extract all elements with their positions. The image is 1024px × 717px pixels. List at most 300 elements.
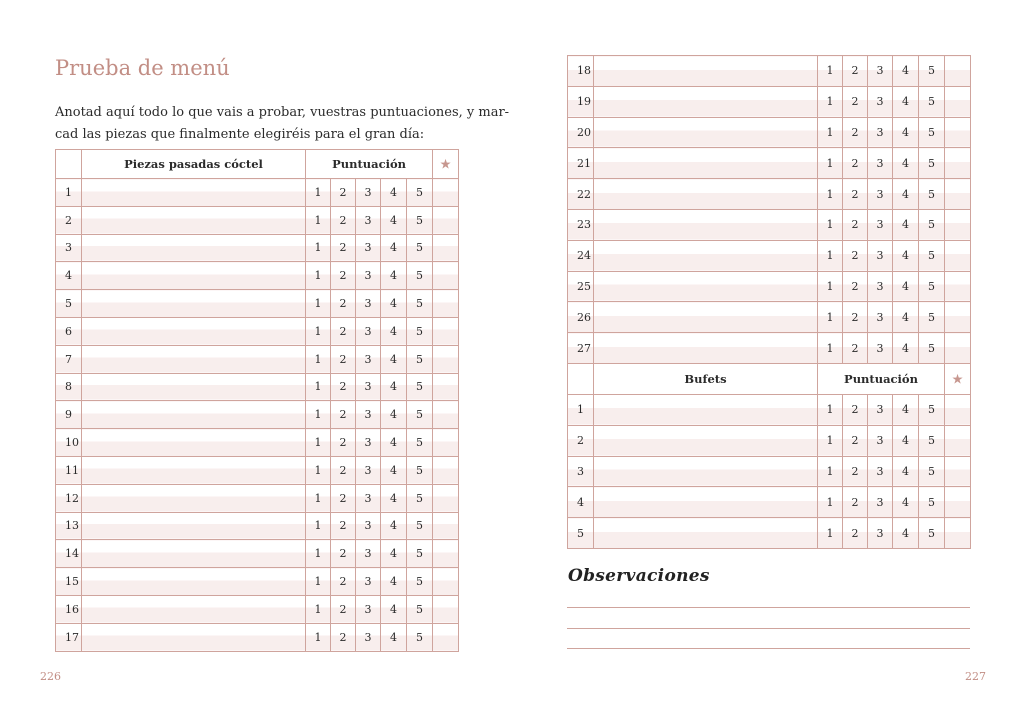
table-row [56, 595, 459, 623]
favorite-cell[interactable] [945, 518, 971, 549]
score-option[interactable]: 5 [407, 595, 433, 623]
score-option[interactable]: 4 [381, 429, 407, 457]
score-option[interactable]: 5 [407, 345, 433, 373]
score-option[interactable]: 4 [893, 394, 919, 425]
score-option[interactable]: 1 [818, 425, 843, 456]
score-option[interactable]: 3 [356, 345, 381, 373]
table-row [568, 394, 971, 425]
score-option[interactable]: 5 [919, 456, 945, 487]
score-option[interactable]: 1 [306, 429, 331, 457]
score-option[interactable]: 5 [407, 262, 433, 290]
notes-line [567, 607, 970, 608]
score-option[interactable]: 3 [868, 86, 893, 117]
table-row [568, 179, 971, 210]
score-option[interactable]: 2 [331, 540, 356, 568]
favorite-cell[interactable] [433, 317, 459, 345]
score-option[interactable]: 2 [331, 262, 356, 290]
favorite-cell[interactable] [433, 345, 459, 373]
item-entry-cell[interactable] [594, 56, 818, 87]
favorite-cell[interactable] [433, 373, 459, 401]
score-option[interactable]: 5 [919, 518, 945, 549]
item-entry-cell[interactable] [82, 401, 306, 429]
score-option[interactable]: 2 [331, 429, 356, 457]
favorite-cell[interactable] [945, 209, 971, 240]
score-option[interactable]: 4 [893, 271, 919, 302]
table-row [56, 262, 459, 290]
item-entry-cell[interactable] [82, 540, 306, 568]
score-option[interactable]: 4 [893, 86, 919, 117]
row-number: 17 [56, 623, 82, 651]
table-row [56, 429, 459, 457]
table-row [56, 456, 459, 484]
notes-line [567, 628, 970, 629]
score-option[interactable]: 2 [843, 240, 868, 271]
favorite-cell[interactable] [945, 302, 971, 333]
item-entry-cell[interactable] [82, 234, 306, 262]
score-option[interactable]: 4 [381, 345, 407, 373]
score-option[interactable]: 2 [843, 425, 868, 456]
row-number: 2 [568, 425, 594, 456]
item-entry-cell[interactable] [594, 487, 818, 518]
score-option[interactable]: 5 [407, 179, 433, 207]
item-entry-cell[interactable] [594, 148, 818, 179]
score-option[interactable]: 5 [919, 148, 945, 179]
score-option[interactable]: 2 [331, 623, 356, 651]
row-number: 20 [568, 117, 594, 148]
row-number: 8 [56, 373, 82, 401]
score-option[interactable]: 2 [843, 518, 868, 549]
score-option[interactable]: 5 [919, 117, 945, 148]
table-row [56, 568, 459, 596]
row-number: 6 [56, 317, 82, 345]
score-option[interactable]: 3 [356, 373, 381, 401]
score-option[interactable]: 3 [356, 540, 381, 568]
table-row [56, 484, 459, 512]
favorite-cell[interactable] [433, 290, 459, 318]
score-option[interactable]: 1 [306, 206, 331, 234]
score-option[interactable]: 5 [407, 401, 433, 429]
score-option[interactable]: 3 [356, 290, 381, 318]
row-number: 2 [56, 206, 82, 234]
score-option[interactable]: 4 [893, 302, 919, 333]
score-option[interactable]: 1 [306, 484, 331, 512]
table-row [568, 425, 971, 456]
score-option[interactable]: 5 [407, 373, 433, 401]
row-number: 12 [56, 484, 82, 512]
score-option[interactable]: 2 [843, 487, 868, 518]
score-option[interactable]: 5 [919, 240, 945, 271]
score-option[interactable]: 1 [818, 333, 843, 364]
table-row [568, 117, 971, 148]
score-option[interactable]: 1 [306, 317, 331, 345]
score-option[interactable]: 5 [407, 206, 433, 234]
score-option[interactable]: 1 [818, 56, 843, 87]
score-option[interactable]: 1 [306, 540, 331, 568]
favorite-cell[interactable] [945, 148, 971, 179]
score-option[interactable]: 2 [843, 302, 868, 333]
score-option[interactable]: 5 [919, 271, 945, 302]
score-option[interactable]: 4 [381, 234, 407, 262]
score-option[interactable]: 5 [407, 540, 433, 568]
item-entry-cell[interactable] [82, 179, 306, 207]
score-option[interactable]: 4 [381, 456, 407, 484]
score-option[interactable]: 5 [407, 568, 433, 596]
score-option[interactable]: 2 [331, 373, 356, 401]
table-row [56, 206, 459, 234]
row-number: 24 [568, 240, 594, 271]
score-option[interactable]: 3 [356, 401, 381, 429]
score-option[interactable]: 4 [381, 512, 407, 540]
score-option[interactable]: 5 [919, 487, 945, 518]
row-number: 10 [56, 429, 82, 457]
score-option[interactable]: 2 [843, 271, 868, 302]
item-entry-cell[interactable] [82, 373, 306, 401]
score-option[interactable]: 1 [818, 117, 843, 148]
score-option[interactable]: 1 [818, 179, 843, 210]
score-option[interactable]: 3 [356, 623, 381, 651]
favorite-cell[interactable] [945, 56, 971, 87]
score-option[interactable]: 4 [381, 568, 407, 596]
score-option[interactable]: 2 [843, 333, 868, 364]
favorite-cell[interactable] [945, 86, 971, 117]
table-row [56, 401, 459, 429]
score-option[interactable]: 3 [356, 429, 381, 457]
favorite-cell[interactable] [433, 206, 459, 234]
score-option[interactable]: 3 [868, 302, 893, 333]
score-option[interactable]: 2 [331, 290, 356, 318]
row-number: 3 [56, 234, 82, 262]
score-option[interactable]: 4 [381, 179, 407, 207]
score-option[interactable]: 1 [306, 262, 331, 290]
favorite-cell[interactable] [433, 179, 459, 207]
score-option[interactable]: 5 [919, 302, 945, 333]
score-option[interactable]: 1 [306, 623, 331, 651]
score-option[interactable]: 5 [407, 623, 433, 651]
favorite-cell[interactable] [433, 568, 459, 596]
row-number: 11 [56, 456, 82, 484]
score-option[interactable]: 1 [306, 401, 331, 429]
score-header: Puntuación [306, 150, 433, 179]
table-row [56, 345, 459, 373]
favorite-cell[interactable] [945, 456, 971, 487]
item-entry-cell[interactable] [594, 456, 818, 487]
favorite-cell[interactable] [433, 262, 459, 290]
row-number: 3 [568, 456, 594, 487]
table-row [568, 456, 971, 487]
score-option[interactable]: 3 [356, 568, 381, 596]
row-number: 22 [568, 179, 594, 210]
score-option[interactable]: 3 [868, 148, 893, 179]
item-entry-cell[interactable] [594, 302, 818, 333]
number-header [56, 150, 82, 179]
score-option[interactable]: 3 [356, 484, 381, 512]
score-option[interactable]: 3 [868, 394, 893, 425]
score-option[interactable]: 4 [893, 117, 919, 148]
score-option[interactable]: 4 [893, 56, 919, 87]
score-option[interactable]: 1 [306, 595, 331, 623]
row-number: 9 [56, 401, 82, 429]
score-option[interactable]: 3 [356, 206, 381, 234]
item-entry-cell[interactable] [594, 425, 818, 456]
score-option[interactable]: 2 [331, 512, 356, 540]
score-option[interactable]: 1 [818, 86, 843, 117]
score-option[interactable]: 1 [818, 394, 843, 425]
score-option[interactable]: 1 [306, 373, 331, 401]
table-row [56, 234, 459, 262]
favorite-cell[interactable] [945, 487, 971, 518]
score-option[interactable]: 4 [381, 401, 407, 429]
score-option[interactable]: 3 [356, 179, 381, 207]
favorite-cell[interactable] [945, 333, 971, 364]
score-option[interactable]: 3 [356, 234, 381, 262]
score-option[interactable]: 2 [843, 86, 868, 117]
score-option[interactable]: 3 [356, 595, 381, 623]
item-entry-cell[interactable] [82, 290, 306, 318]
item-entry-cell[interactable] [82, 206, 306, 234]
score-option[interactable]: 3 [356, 512, 381, 540]
star-icon: ★ [433, 150, 459, 179]
score-option[interactable]: 2 [843, 117, 868, 148]
score-option[interactable]: 3 [868, 240, 893, 271]
score-option[interactable]: 1 [306, 456, 331, 484]
item-entry-cell[interactable] [82, 512, 306, 540]
score-option[interactable]: 5 [919, 425, 945, 456]
score-option[interactable]: 5 [919, 394, 945, 425]
score-option[interactable]: 1 [818, 456, 843, 487]
score-option[interactable]: 2 [843, 179, 868, 210]
score-option[interactable]: 3 [868, 456, 893, 487]
number-header [568, 363, 594, 394]
score-option[interactable]: 5 [919, 56, 945, 87]
item-entry-cell[interactable] [82, 456, 306, 484]
row-number: 15 [56, 568, 82, 596]
favorite-cell[interactable] [433, 512, 459, 540]
score-option[interactable]: 4 [381, 373, 407, 401]
score-option[interactable]: 5 [407, 512, 433, 540]
favorite-cell[interactable] [433, 234, 459, 262]
score-option[interactable]: 3 [868, 179, 893, 210]
table-row [56, 512, 459, 540]
score-option[interactable]: 4 [381, 484, 407, 512]
score-option[interactable]: 4 [893, 425, 919, 456]
favorite-cell[interactable] [433, 401, 459, 429]
score-option[interactable]: 4 [893, 333, 919, 364]
favorite-cell[interactable] [945, 117, 971, 148]
star-icon: ★ [945, 363, 971, 394]
favorite-cell[interactable] [433, 456, 459, 484]
row-number: 19 [568, 86, 594, 117]
item-entry-cell[interactable] [82, 484, 306, 512]
score-header: Puntuación [818, 363, 945, 394]
score-option[interactable]: 3 [868, 425, 893, 456]
score-option[interactable]: 3 [868, 271, 893, 302]
score-option[interactable]: 1 [306, 234, 331, 262]
score-option[interactable]: 5 [919, 209, 945, 240]
score-option[interactable]: 1 [818, 240, 843, 271]
score-option[interactable]: 2 [331, 317, 356, 345]
item-entry-cell[interactable] [82, 429, 306, 457]
item-entry-cell[interactable] [594, 117, 818, 148]
score-option[interactable]: 1 [818, 209, 843, 240]
score-option[interactable]: 5 [407, 317, 433, 345]
score-option[interactable]: 2 [331, 234, 356, 262]
page-number-right: 227 [965, 670, 986, 683]
score-option[interactable]: 1 [818, 487, 843, 518]
score-option[interactable]: 4 [381, 290, 407, 318]
score-option[interactable]: 3 [868, 333, 893, 364]
row-number: 4 [568, 487, 594, 518]
score-option[interactable]: 4 [381, 623, 407, 651]
row-number: 21 [568, 148, 594, 179]
score-option[interactable]: 2 [331, 179, 356, 207]
score-option[interactable]: 4 [893, 148, 919, 179]
score-option[interactable]: 1 [306, 512, 331, 540]
score-option[interactable]: 4 [381, 262, 407, 290]
score-option[interactable]: 1 [306, 345, 331, 373]
item-entry-cell[interactable] [82, 623, 306, 651]
score-option[interactable]: 4 [893, 518, 919, 549]
item-entry-cell[interactable] [82, 595, 306, 623]
item-entry-cell[interactable] [594, 179, 818, 210]
score-option[interactable]: 5 [407, 290, 433, 318]
table-row [568, 518, 971, 549]
score-option[interactable]: 2 [331, 345, 356, 373]
item-entry-cell[interactable] [82, 568, 306, 596]
intro-text [55, 102, 510, 146]
score-option[interactable]: 2 [843, 148, 868, 179]
tasting-table-continued [567, 55, 971, 549]
table-row [56, 540, 459, 568]
table-row [56, 317, 459, 345]
favorite-cell[interactable] [945, 394, 971, 425]
item-entry-cell[interactable] [82, 317, 306, 345]
score-option[interactable]: 2 [331, 595, 356, 623]
row-number: 16 [56, 595, 82, 623]
row-number: 13 [56, 512, 82, 540]
favorite-cell[interactable] [433, 484, 459, 512]
favorite-cell[interactable] [433, 429, 459, 457]
row-number: 5 [568, 518, 594, 549]
page-number-left: 226 [40, 670, 61, 683]
score-option[interactable]: 3 [868, 117, 893, 148]
table-row [568, 271, 971, 302]
score-option[interactable]: 5 [407, 429, 433, 457]
table-row [568, 333, 971, 364]
score-option[interactable]: 3 [356, 317, 381, 345]
score-option[interactable]: 2 [843, 394, 868, 425]
item-header: Piezas pasadas cóctel [82, 150, 306, 179]
score-option[interactable]: 4 [893, 487, 919, 518]
notes-title: Observaciones [568, 566, 710, 586]
score-option[interactable]: 1 [306, 290, 331, 318]
favorite-cell[interactable] [945, 179, 971, 210]
buffet-header: Bufets [594, 363, 818, 394]
score-option[interactable]: 4 [381, 540, 407, 568]
table-row [56, 179, 459, 207]
score-option[interactable]: 1 [306, 179, 331, 207]
item-entry-cell[interactable] [594, 209, 818, 240]
score-option[interactable]: 3 [868, 487, 893, 518]
item-entry-cell[interactable] [594, 240, 818, 271]
score-option[interactable]: 3 [356, 456, 381, 484]
table-row [56, 290, 459, 318]
score-option[interactable]: 5 [919, 86, 945, 117]
table-row [568, 86, 971, 117]
favorite-cell[interactable] [433, 540, 459, 568]
score-option[interactable]: 5 [407, 484, 433, 512]
score-option[interactable]: 3 [868, 518, 893, 549]
score-option[interactable]: 5 [919, 179, 945, 210]
score-option[interactable]: 1 [306, 568, 331, 596]
score-option[interactable]: 1 [818, 302, 843, 333]
score-option[interactable]: 2 [331, 568, 356, 596]
score-option[interactable]: 4 [381, 595, 407, 623]
score-option[interactable]: 1 [818, 271, 843, 302]
item-entry-cell[interactable] [594, 518, 818, 549]
table-row [568, 240, 971, 271]
favorite-cell[interactable] [433, 623, 459, 651]
table-row [568, 56, 971, 87]
score-option[interactable]: 5 [919, 333, 945, 364]
score-option[interactable]: 2 [843, 209, 868, 240]
score-option[interactable]: 2 [331, 484, 356, 512]
row-number: 14 [56, 540, 82, 568]
table-row [568, 209, 971, 240]
score-option[interactable]: 2 [331, 401, 356, 429]
item-entry-cell[interactable] [594, 271, 818, 302]
favorite-cell[interactable] [945, 425, 971, 456]
table-row [56, 623, 459, 651]
favorite-cell[interactable] [945, 240, 971, 271]
item-entry-cell[interactable] [82, 345, 306, 373]
item-entry-cell[interactable] [594, 394, 818, 425]
row-number: 26 [568, 302, 594, 333]
page-title: Prueba de menú [55, 56, 230, 80]
favorite-cell[interactable] [433, 595, 459, 623]
row-number: 1 [568, 394, 594, 425]
table-row [56, 373, 459, 401]
intro-line: cad las piezas que finalmente elegiréis para el gran día: [55, 127, 425, 142]
score-option[interactable]: 5 [407, 456, 433, 484]
table-row [568, 487, 971, 518]
cocktail-tasting-table [55, 149, 459, 652]
score-option[interactable]: 3 [868, 209, 893, 240]
score-option[interactable]: 4 [381, 317, 407, 345]
score-option[interactable]: 4 [893, 179, 919, 210]
row-number: 18 [568, 56, 594, 87]
score-option[interactable]: 1 [818, 518, 843, 549]
intro-line: Anotad aquí todo lo que vais a probar, vuestras puntuaciones, y mar- [55, 105, 510, 120]
score-option[interactable]: 5 [407, 234, 433, 262]
score-option[interactable]: 3 [356, 262, 381, 290]
row-number: 27 [568, 333, 594, 364]
favorite-cell[interactable] [945, 271, 971, 302]
item-entry-cell[interactable] [82, 262, 306, 290]
score-option[interactable]: 1 [818, 148, 843, 179]
score-option[interactable]: 2 [331, 456, 356, 484]
score-option[interactable]: 4 [893, 456, 919, 487]
score-option[interactable]: 2 [843, 456, 868, 487]
item-entry-cell[interactable] [594, 333, 818, 364]
score-option[interactable]: 4 [893, 240, 919, 271]
score-option[interactable]: 4 [381, 206, 407, 234]
score-option[interactable]: 2 [843, 56, 868, 87]
score-option[interactable]: 4 [893, 209, 919, 240]
notes-line [567, 648, 970, 649]
score-option[interactable]: 3 [868, 56, 893, 87]
item-entry-cell[interactable] [594, 86, 818, 117]
score-option[interactable]: 2 [331, 206, 356, 234]
